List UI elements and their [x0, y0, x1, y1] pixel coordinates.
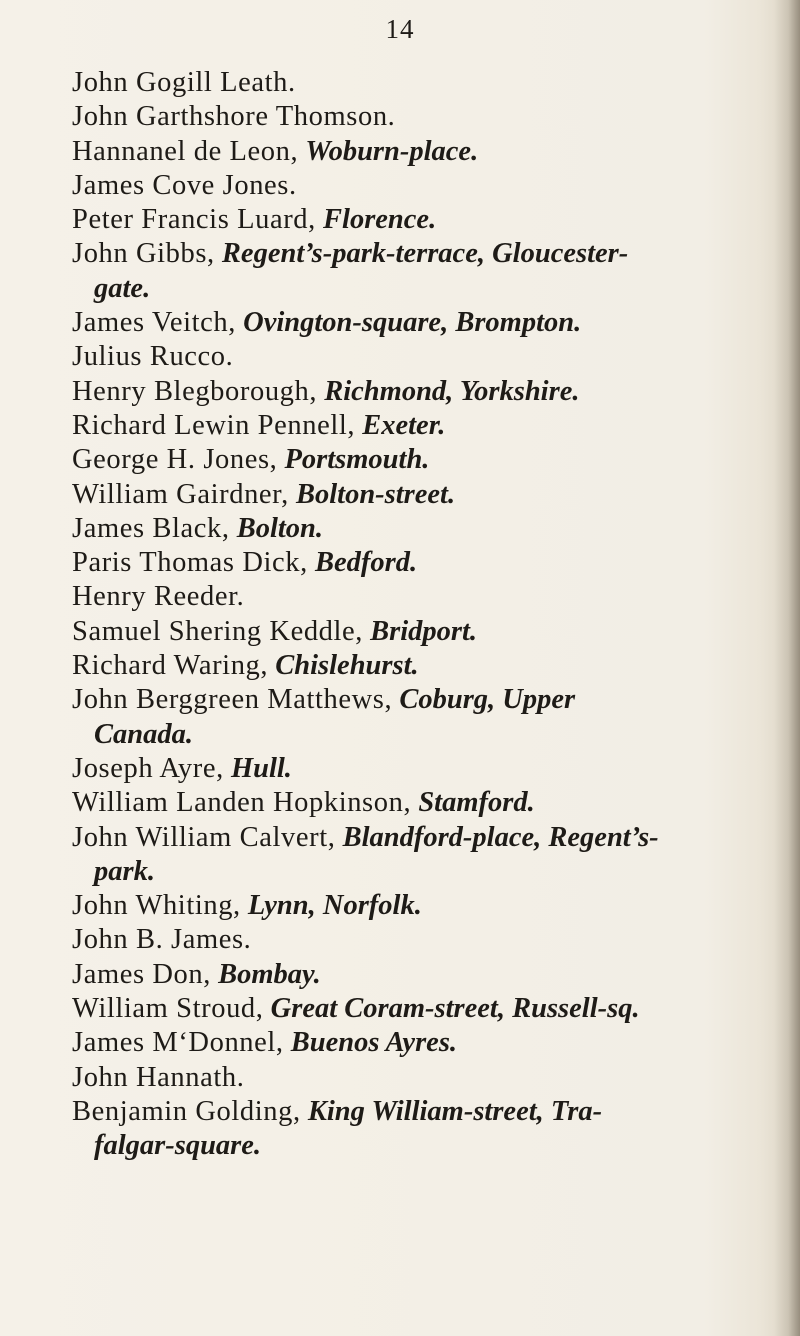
entry-name: James Don,: [72, 958, 211, 990]
entry-name: William Gairdner,: [72, 478, 289, 510]
entry-place: Coburg, Upper: [399, 684, 576, 716]
entry-place-continuation: falgar-square.: [94, 1130, 262, 1162]
entry-name: Henry Blegborough,: [72, 375, 318, 407]
entry-name: John Gibbs,: [72, 238, 215, 270]
entry-name: James Veitch,: [72, 307, 236, 339]
entry-name: John William Calvert,: [72, 821, 336, 853]
list-entry: [72, 375, 772, 409]
entry-place-continuation: gate.: [94, 272, 151, 304]
list-entry: [72, 752, 772, 786]
entry-name: Samuel Shering Keddle,: [72, 615, 364, 647]
list-entry: [72, 992, 772, 1026]
page-edge-shadow: [774, 0, 800, 1336]
list-entry: [72, 1095, 772, 1164]
entry-place: Florence.: [323, 204, 437, 236]
entry-place: Portsmouth.: [284, 444, 430, 476]
entry-name: Hannanel de Leon,: [72, 135, 299, 167]
entry-place: Richmond, Yorkshire.: [324, 375, 580, 407]
entry-place: Hull.: [230, 752, 292, 784]
list-entry: [72, 1061, 772, 1095]
entry-name: Benjamin Golding,: [72, 1095, 301, 1127]
list-entry: [72, 958, 772, 992]
entry-place: Regent’s-park-terrace, Gloucester-: [221, 238, 629, 270]
entry-place: Woburn-place.: [305, 135, 479, 167]
list-entry: [72, 306, 772, 340]
entry-name: William Stroud,: [72, 993, 264, 1025]
entry-name: John Garthshore Thomson.: [72, 101, 396, 133]
list-entry: [72, 923, 772, 957]
entry-name: James M‘Donnel,: [72, 1027, 284, 1059]
entry-name: John Hannath.: [72, 1061, 245, 1093]
list-entry: [72, 100, 772, 134]
list-entry: [72, 340, 772, 374]
entry-place: Ovington-square, Brompton.: [243, 307, 582, 339]
entry-name: Peter Francis Luard,: [72, 204, 316, 236]
list-entry: [72, 169, 772, 203]
entry-name: George H. Jones,: [72, 444, 278, 476]
entry-name: James Black,: [72, 512, 230, 544]
entry-place: Blandford-place, Regent’s-: [342, 821, 659, 853]
entry-place: Stamford.: [418, 787, 535, 819]
list-entry: [72, 546, 772, 580]
list-entry: [72, 512, 772, 546]
entry-place-continuation: park.: [94, 855, 155, 887]
list-entry: [72, 889, 772, 923]
list-entry: [72, 135, 772, 169]
page-number: 14: [385, 14, 415, 44]
entry-name: James Cove Jones.: [72, 169, 297, 201]
list-entry: [72, 478, 772, 512]
entry-name: John Gogill Leath.: [72, 67, 296, 98]
entry-name: John B. James.: [72, 924, 252, 956]
entry-name: John Whiting,: [72, 890, 241, 922]
entry-place: Bombay.: [218, 958, 321, 990]
list-entry: [72, 66, 772, 100]
entry-place: Bedford.: [315, 547, 418, 579]
list-entry: [72, 580, 772, 614]
subscriber-list: [72, 66, 772, 1164]
list-entry: [72, 409, 772, 443]
list-entry: [72, 615, 772, 649]
entry-place: Exeter.: [362, 409, 446, 441]
list-entry: [72, 1026, 772, 1060]
entry-place: Lynn, Norfolk.: [247, 890, 422, 922]
list-entry: [72, 786, 772, 820]
entry-name: Joseph Ayre,: [72, 752, 224, 784]
entry-name: William Landen Hopkinson,: [72, 787, 412, 819]
entry-place: Chislehurst.: [275, 650, 419, 682]
list-entry: [72, 237, 772, 306]
entry-place: King William-street, Tra-: [307, 1095, 603, 1127]
entry-place: Bolton.: [236, 512, 324, 544]
entry-name: Henry Reeder.: [72, 581, 245, 613]
list-entry: [72, 649, 772, 683]
entry-name: Julius Rucco.: [72, 341, 234, 373]
entry-name: John Berggreen Matthews,: [72, 684, 393, 716]
entry-place-continuation: Canada.: [94, 718, 193, 750]
list-entry: [72, 443, 772, 477]
entry-name: Richard Waring,: [72, 650, 269, 682]
entry-place: Bolton-street.: [295, 478, 456, 510]
list-entry: [72, 203, 772, 237]
list-entry: [72, 683, 772, 752]
entry-place: Bridport.: [370, 615, 478, 647]
entry-place: Buenos Ayres.: [290, 1027, 458, 1059]
entry-name: Richard Lewin Pennell,: [72, 409, 356, 441]
entry-place: Great Coram-street, Russell-sq.: [270, 993, 640, 1025]
list-entry: [72, 821, 772, 890]
entry-name: Paris Thomas Dick,: [72, 547, 308, 579]
